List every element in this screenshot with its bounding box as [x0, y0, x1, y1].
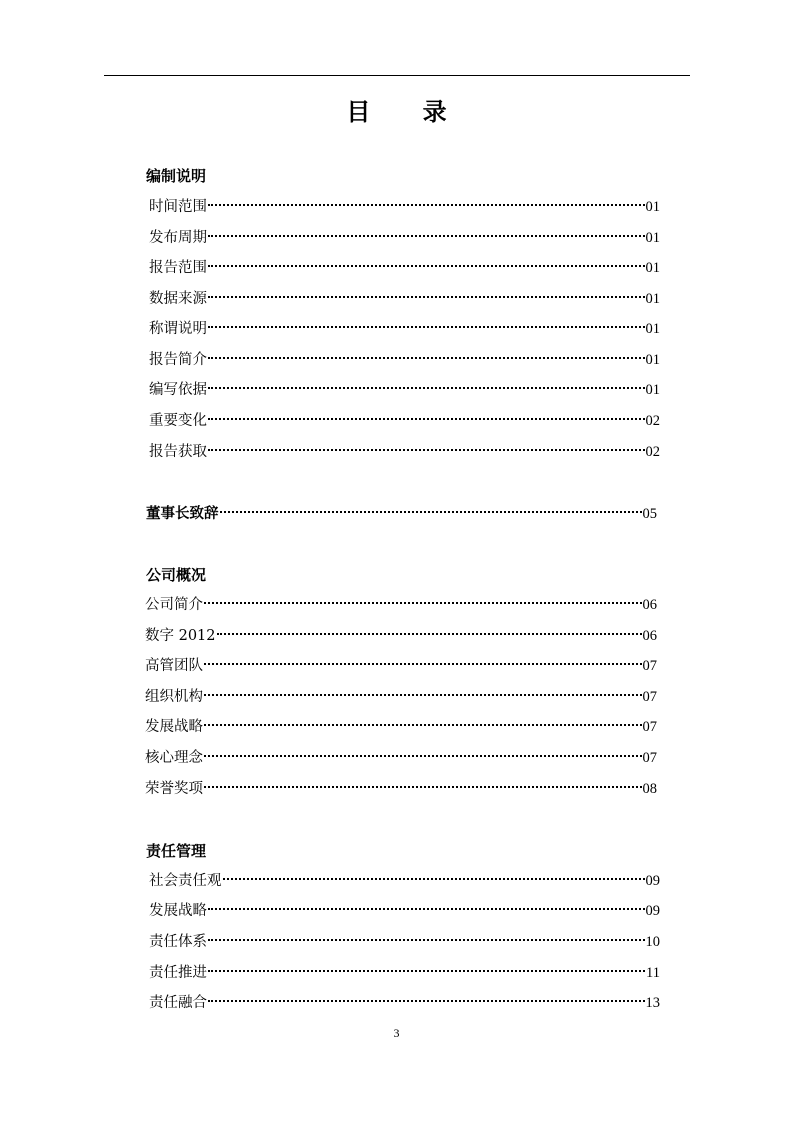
toc-entry-page: 02 — [645, 413, 660, 429]
toc-entry-label: 社会责任观 — [149, 873, 222, 889]
toc-entry-label: 数字 2012 — [145, 628, 216, 644]
toc-entry-page: 01 — [645, 230, 660, 246]
toc-entry-label: 组织机构 — [145, 689, 203, 705]
toc-entry-page: 01 — [645, 260, 660, 276]
toc-entry[interactable] — [145, 656, 657, 676]
toc-entry[interactable] — [149, 901, 660, 921]
toc-entry-page: 07 — [642, 689, 657, 705]
toc-entry-label: 荣誉奖项 — [145, 781, 203, 797]
section-heading-compilation-notes: 编制说明 — [146, 167, 207, 185]
toc-entry-page: 11 — [646, 965, 660, 981]
toc-entry-page: 13 — [645, 995, 660, 1011]
toc-entry-label: 报告获取 — [149, 444, 207, 460]
toc-entry-page: 07 — [642, 750, 657, 766]
toc-entry-label: 报告简介 — [149, 352, 207, 368]
toc-entry[interactable] — [145, 748, 657, 768]
dot-leader — [208, 449, 645, 451]
toc-entry-page: 07 — [642, 658, 657, 674]
toc-entry-label: 数据来源 — [149, 291, 207, 307]
toc-entry-label: 核心理念 — [145, 750, 203, 766]
toc-entry[interactable] — [149, 228, 660, 248]
toc-entry[interactable] — [145, 595, 657, 615]
dot-leader — [208, 387, 645, 389]
toc-entry[interactable] — [149, 197, 660, 217]
dot-leader — [208, 970, 645, 972]
toc-entry-page: 06 — [642, 628, 657, 644]
toc-entry[interactable] — [149, 350, 660, 370]
toc-entry[interactable] — [149, 319, 660, 339]
dot-leader — [208, 418, 645, 420]
dot-leader — [204, 755, 642, 757]
toc-entry-page: 01 — [645, 199, 660, 215]
toc-entry-label: 责任融合 — [149, 995, 207, 1011]
toc-entry[interactable] — [149, 380, 660, 400]
dot-leader — [204, 663, 642, 665]
page-number: 3 — [393, 1026, 400, 1040]
toc-entry[interactable] — [145, 626, 657, 646]
toc-entry[interactable] — [145, 779, 657, 799]
toc-entry[interactable] — [149, 963, 660, 983]
toc-entry[interactable] — [149, 993, 660, 1013]
dot-leader — [204, 602, 642, 604]
toc-entry-label: 称谓说明 — [149, 321, 207, 337]
toc-entry-label: 编写依据 — [149, 382, 207, 398]
toc-entry-page: 09 — [645, 873, 660, 889]
toc-entry-page: 10 — [645, 934, 660, 950]
toc-entry-label: 发展战略 — [145, 719, 203, 735]
toc-entry[interactable] — [149, 932, 660, 952]
dot-leader — [217, 633, 642, 635]
toc-entry-page: 01 — [645, 291, 660, 307]
toc-entry-label: 高管团队 — [145, 658, 203, 674]
toc-entry-label: 责任推进 — [149, 965, 207, 981]
toc-entry[interactable] — [149, 411, 660, 431]
section-heading-company-overview: 公司概况 — [146, 566, 207, 584]
section-heading-responsibility-management: 责任管理 — [146, 842, 207, 860]
dot-leader — [208, 357, 645, 359]
toc-entry-label: 重要变化 — [149, 413, 207, 429]
dot-leader — [223, 878, 645, 880]
toc-entry-page: 07 — [642, 719, 657, 735]
toc-title: 目 录 — [346, 97, 469, 126]
dot-leader — [208, 204, 645, 206]
toc-entry-page: 01 — [645, 321, 660, 337]
toc-entry[interactable] — [149, 258, 660, 278]
toc-entry-page: 01 — [645, 352, 660, 368]
toc-entry[interactable] — [149, 442, 660, 462]
toc-entry-label: 公司简介 — [145, 597, 203, 613]
dot-leader — [208, 265, 645, 267]
dot-leader — [208, 908, 645, 910]
toc-entry[interactable] — [145, 687, 657, 707]
toc-entry-page: 06 — [642, 597, 657, 613]
toc-entry-page: 05 — [642, 506, 657, 522]
dot-leader — [220, 511, 642, 513]
dot-leader — [208, 326, 645, 328]
dot-leader — [204, 786, 642, 788]
toc-entry-page: 01 — [645, 382, 660, 398]
toc-entry-page: 02 — [645, 444, 660, 460]
dot-leader — [208, 235, 645, 237]
dot-leader — [208, 296, 645, 298]
toc-entry[interactable] — [149, 289, 660, 309]
toc-entry-label: 发展战略 — [149, 903, 207, 919]
toc-entry-page: 08 — [642, 781, 657, 797]
toc-entry-chairman-message[interactable] — [146, 504, 657, 524]
section-heading-chairman-message: 董事长致辞 — [146, 506, 219, 522]
toc-entry-label: 时间范围 — [149, 199, 207, 215]
dot-leader — [208, 939, 645, 941]
toc-entry-label: 发布周期 — [149, 230, 207, 246]
toc-entry[interactable] — [145, 717, 657, 737]
toc-entry-label: 责任体系 — [149, 934, 207, 950]
dot-leader — [204, 724, 642, 726]
toc-entry-page: 09 — [645, 903, 660, 919]
header-rule — [104, 75, 690, 76]
toc-entry[interactable] — [149, 871, 660, 891]
dot-leader — [208, 1000, 645, 1002]
toc-entry-label: 报告范围 — [149, 260, 207, 276]
dot-leader — [204, 694, 642, 696]
